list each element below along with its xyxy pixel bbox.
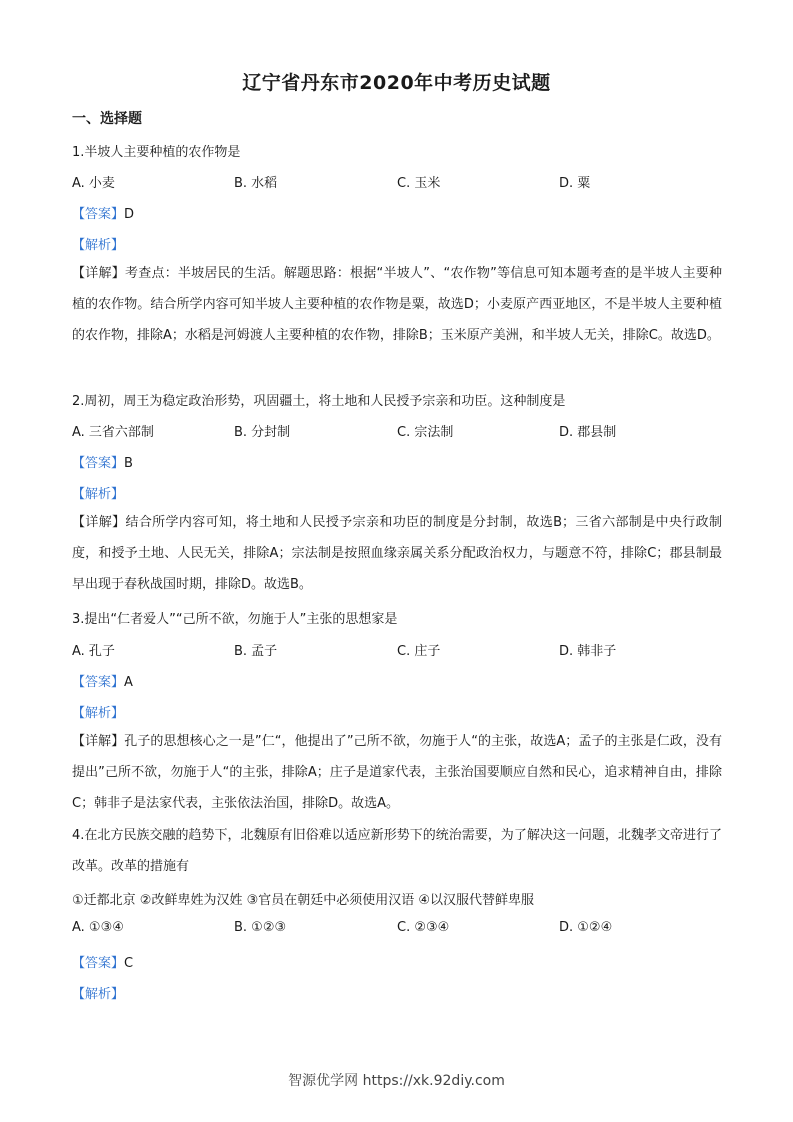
question-4-answer bbox=[72, 952, 133, 971]
question-2-stem: 2.周初，周王为稳定政治形势，巩固疆土，将土地和人民授予宗亲和功臣。这种制度是 bbox=[72, 394, 566, 409]
answer-tag: 【答案】 bbox=[72, 956, 125, 971]
question-1-answer bbox=[72, 203, 134, 222]
question-1-analysis-tag: 【解析】 bbox=[72, 238, 125, 253]
detail-text: 考查点：半坡居民的生活。解题思路：根据“半坡人”、“农作物”等信息可知本题考查的是半坡人主要种植的农作物。结合所学内容可知半坡人主要种植的农作物是粟，故选D；小麦原产西亚地区，不是半坡人主要种植的农作物，排除A；水稻是河姆渡人主要种植的农作物，排除B；玉米原产美洲，和半坡人无关，排除C。故选D。 bbox=[72, 266, 722, 343]
question-1-stem: 1.半坡人主要种植的农作物是 bbox=[72, 145, 241, 160]
option-a: A. 孔子 bbox=[72, 644, 115, 659]
question-4-measures: ①迁都北京 ②改鲜卑姓为汉姓 ③官员在朝廷中必须使用汉语 ④以汉服代替鲜卑服 bbox=[72, 893, 535, 908]
answer-value: D bbox=[124, 207, 135, 222]
question-3-analysis-tag: 【解析】 bbox=[72, 706, 125, 721]
option-b: B. ①②③ bbox=[234, 920, 287, 935]
option-c: C. ②③④ bbox=[397, 920, 450, 935]
question-2-analysis-tag: 【解析】 bbox=[72, 487, 125, 502]
section-heading: 一、选择题 bbox=[72, 111, 142, 127]
question-3-answer bbox=[72, 671, 133, 690]
option-d: D. 韩非子 bbox=[559, 644, 617, 659]
question-4-options bbox=[72, 920, 722, 940]
option-c: C. 玉米 bbox=[397, 176, 441, 191]
question-2-options bbox=[72, 421, 722, 441]
page-footer-watermark: 智源优学网 https://xk.92diy.com bbox=[288, 1073, 505, 1089]
question-2-answer bbox=[72, 452, 133, 471]
question-4-stem: 4.在北方民族交融的趋势下，北魏原有旧俗难以适应新形势下的统治需要，为了解决这一问题，北魏孝文帝进行了改革。改革的措施有 bbox=[72, 828, 722, 874]
option-a: A. 小麦 bbox=[72, 176, 115, 191]
option-b: B. 孟子 bbox=[234, 644, 278, 659]
answer-value: A bbox=[124, 675, 133, 690]
detail-text: 结合所学内容可知，将土地和人民授予宗亲和功臣的制度是分封制，故选B；三省六部制是中央行政制度，和授予土地、人民无关，排除A；宗法制是按照血缘亲属关系分配政治权力，与题意不符，排除C；郡县制最早出现于春秋战国时期，排除D。故选B。 bbox=[72, 515, 722, 592]
page-title: 辽宁省丹东市2020年中考历史试题 bbox=[242, 72, 551, 94]
detail-text: 孔子的思想核心之一是”仁“，他提出了”己所不欲，勿施于人“的主张，故选A；孟子的主张是仁政，没有提出”己所不欲，勿施于人“的主张，排除A；庄子是道家代表，主张治国要顺应自然和民心，追求精神自由，排除C；韩非子是法家代表，主张依法治国，排除D。故选A。 bbox=[72, 734, 722, 811]
option-b: B. 分封制 bbox=[234, 425, 291, 440]
question-3-stem: 3.提出“仁者爱人”“己所不欲，勿施于人”主张的思想家是 bbox=[72, 612, 398, 627]
detail-tag: 【详解】 bbox=[72, 734, 125, 749]
answer-value: B bbox=[124, 456, 133, 471]
option-a: A. 三省六部制 bbox=[72, 425, 154, 440]
question-3-options bbox=[72, 640, 722, 660]
answer-tag: 【答案】 bbox=[72, 675, 125, 690]
option-b: B. 水稻 bbox=[234, 176, 278, 191]
question-3-detail bbox=[72, 726, 722, 819]
answer-tag: 【答案】 bbox=[72, 207, 125, 222]
option-d: D. 粟 bbox=[559, 176, 591, 191]
answer-tag: 【答案】 bbox=[72, 456, 125, 471]
option-d: D. ①②④ bbox=[559, 920, 613, 935]
detail-tag: 【详解】 bbox=[72, 515, 126, 530]
option-c: C. 宗法制 bbox=[397, 425, 454, 440]
question-1-detail bbox=[72, 258, 722, 351]
question-2-detail bbox=[72, 507, 722, 600]
option-d: D. 郡县制 bbox=[559, 425, 617, 440]
question-1-options bbox=[72, 172, 722, 192]
detail-tag: 【详解】 bbox=[72, 266, 125, 281]
option-c: C. 庄子 bbox=[397, 644, 441, 659]
question-4-analysis-tag: 【解析】 bbox=[72, 987, 125, 1002]
answer-value: C bbox=[124, 956, 134, 971]
option-a: A. ①③④ bbox=[72, 920, 124, 935]
